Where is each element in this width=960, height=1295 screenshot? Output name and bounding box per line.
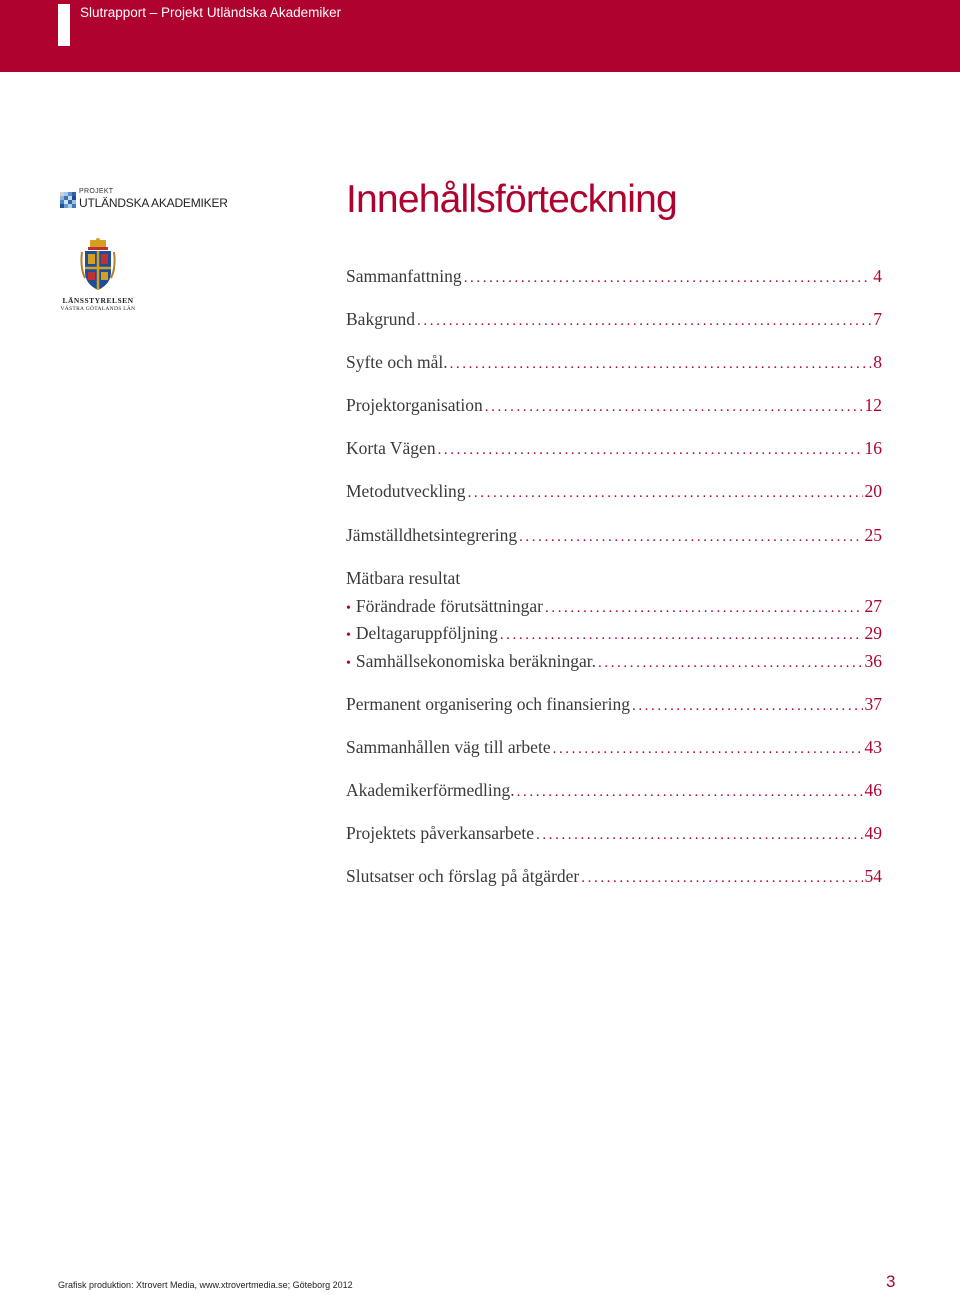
toc-entry[interactable] [346,821,882,845]
banner-bar [58,4,70,46]
coat-of-arms-icon [80,238,116,292]
toc-entry-text: Korta Vägen [346,438,436,458]
footer-page-number: 3 [886,1272,896,1291]
toc-entry-text: Förändrade förutsättningar [355,596,543,616]
top-banner [0,0,960,72]
dot-leader [450,352,872,376]
toc-entry-page: 54 [864,866,882,886]
toc-entry[interactable] [346,479,882,503]
toc-entry-text: Slutsatser och förslag på åtgärder [346,866,580,886]
toc-entry[interactable] [346,735,882,759]
project-logo-small-text: PROJEKT [79,188,114,195]
toc-entry-text: Deltagaruppföljning [355,623,498,643]
toc-entry-text: Jämställdhetsintegrering [346,525,518,545]
toc-entry[interactable] [346,523,882,547]
bullet-icon: • [346,628,351,643]
banner-title: Slutrapport – Projekt Utländska Akademiker [80,5,342,20]
toc-entry-text: Syfte och mål. [346,352,448,372]
dot-leader [468,481,863,505]
toc-entry-page: 20 [864,481,882,501]
toc-entry-page: 49 [864,823,882,843]
toc-entry-page: 46 [864,780,882,800]
bullet-icon: • [346,601,351,616]
toc-entry-page: 4 [873,266,882,286]
dot-leader [545,596,863,620]
toc-entry[interactable] [346,393,882,417]
toc-entry-text: Projektorganisation [346,395,483,415]
toc-entry[interactable] [346,264,882,288]
project-logo [60,188,230,214]
toc-entry-page: 37 [864,694,882,714]
dot-leader [553,737,863,761]
toc-entry[interactable] [346,778,882,802]
toc-entry-page: 8 [873,352,882,372]
toc-entry-page: 16 [864,438,882,458]
footer-credit: Grafisk produktion: Xtrovert Media, www.xtrovertmedia.se; Göteborg 2012 [58,1280,353,1290]
dot-leader [536,823,862,847]
toc-entry-page: 7 [873,309,882,329]
toc-entry[interactable] [346,864,882,888]
toc-entry-page: 12 [864,395,882,415]
county-logo [58,238,138,314]
toc-entry-text: Akademikerförmedling. [346,780,515,800]
toc-entry-page: 27 [864,596,882,616]
dot-leader [438,438,863,462]
toc-entry-text: Bakgrund [346,309,416,329]
toc-subentry[interactable] [346,594,882,618]
dot-leader [500,623,863,647]
toc-section-heading: Mätbara resultat [346,568,461,588]
toc-entry-text: Samhällsekonomiska beräkningar. [355,651,596,671]
toc-entry[interactable] [346,692,882,716]
toc-entry-text: Sammanhållen väg till arbete [346,737,551,757]
toc-entry-page: 29 [864,623,882,643]
toc-entry[interactable] [346,307,882,331]
dot-leader [417,309,871,333]
toc-entry-text: Sammanfattning [346,266,462,286]
dot-leader [464,266,872,290]
county-logo-name: LÄNSSTYRELSEN [62,296,134,305]
dot-leader [485,395,863,419]
bullet-icon: • [346,656,351,671]
dot-leader [598,651,863,675]
toc-entry-page: 25 [864,525,882,545]
toc-entry[interactable] [346,350,882,374]
toc-entry-text: Metodutveckling [346,481,466,501]
toc-subentry[interactable] [346,649,882,673]
dot-leader [581,866,862,890]
dot-leader [632,694,863,718]
project-logo-big-text: UTLÄNDSKA AKADEMIKER [79,196,228,210]
toc-subentry[interactable] [346,621,882,645]
toc-entry-text: Projektets påverkansarbete [346,823,535,843]
toc-entry-text: Permanent organisering och finansiering [346,694,630,714]
dot-leader [517,780,863,804]
county-logo-subtitle: VÄSTRA GÖTALANDS LÄN [60,306,136,312]
dot-leader [519,525,862,549]
toc-entry-page: 43 [864,737,882,757]
toc-entry[interactable] [346,436,882,460]
page-title: Innehållsförteckning [346,178,677,221]
toc-entry-page: 36 [864,651,882,671]
project-logo-squares-icon [60,192,76,208]
